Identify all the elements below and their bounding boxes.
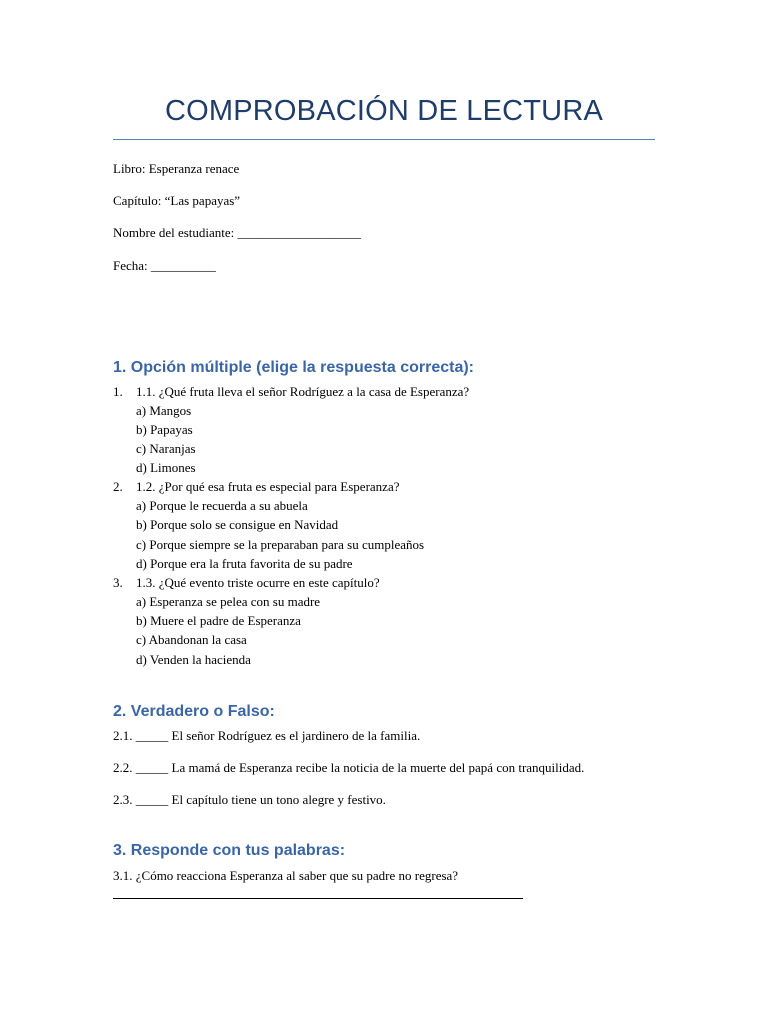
option-a: a) Porque le recuerda a su abuela <box>136 498 308 513</box>
question-text: 1.1. ¿Qué fruta lleva el señor Rodríguez a la casa de Esperanza? <box>136 384 470 399</box>
question-text: 1.2. ¿Por qué esa fruta es especial para Esperanza? <box>136 479 400 494</box>
option-a: a) Mangos <box>136 403 192 418</box>
option-c: c) Naranjas <box>136 441 196 456</box>
question-number: 1. <box>113 384 123 399</box>
option-c: c) Porque siempre se la preparaban para su cumpleaños <box>136 537 425 552</box>
question-text: 1.3. ¿Qué evento triste ocurre en este capítulo? <box>136 575 380 590</box>
option-b: b) Muere el padre de Esperanza <box>136 613 301 628</box>
option-d: d) Venden la hacienda <box>136 652 251 667</box>
section2-heading: 2. Verdadero o Falso: <box>113 703 275 720</box>
title-underline <box>113 139 655 140</box>
option-c: c) Abandonan la casa <box>136 632 247 647</box>
question-number: 3. <box>113 575 123 590</box>
question-number: 2. <box>113 479 123 494</box>
option-a: a) Esperanza se pelea con su madre <box>136 594 321 609</box>
true-false-item: 2.2. _____ La mamá de Esperanza recibe la noticia de la muerte del papá con tranquilidad. <box>113 760 585 775</box>
option-b: b) Papayas <box>136 422 193 437</box>
book-line: Libro: Esperanza renace <box>113 161 240 176</box>
answer-line <box>113 898 523 899</box>
option-d: d) Porque era la fruta favorita de su padre <box>136 556 353 571</box>
true-false-item: 2.3. _____ El capítulo tiene un tono alegre y festivo. <box>113 792 386 807</box>
section3-heading: 3. Responde con tus palabras: <box>113 842 346 859</box>
page-title: COMPROBACIÓN DE LECTURA <box>164 95 604 127</box>
student-name-line: Nombre del estudiante: ___________________ <box>113 225 362 240</box>
true-false-item: 2.1. _____ El señor Rodríguez es el jardinero de la familia. <box>113 728 421 743</box>
chapter-line: Capítulo: “Las papayas” <box>113 193 241 208</box>
section1-heading: 1. Opción múltiple (elige la respuesta correcta): <box>113 359 474 376</box>
option-b: b) Porque solo se consigue en Navidad <box>136 517 339 532</box>
open-question: 3.1. ¿Cómo reacciona Esperanza al saber que su padre no regresa? <box>113 868 459 883</box>
option-d: d) Limones <box>136 460 196 475</box>
date-line: Fecha: __________ <box>113 258 216 273</box>
